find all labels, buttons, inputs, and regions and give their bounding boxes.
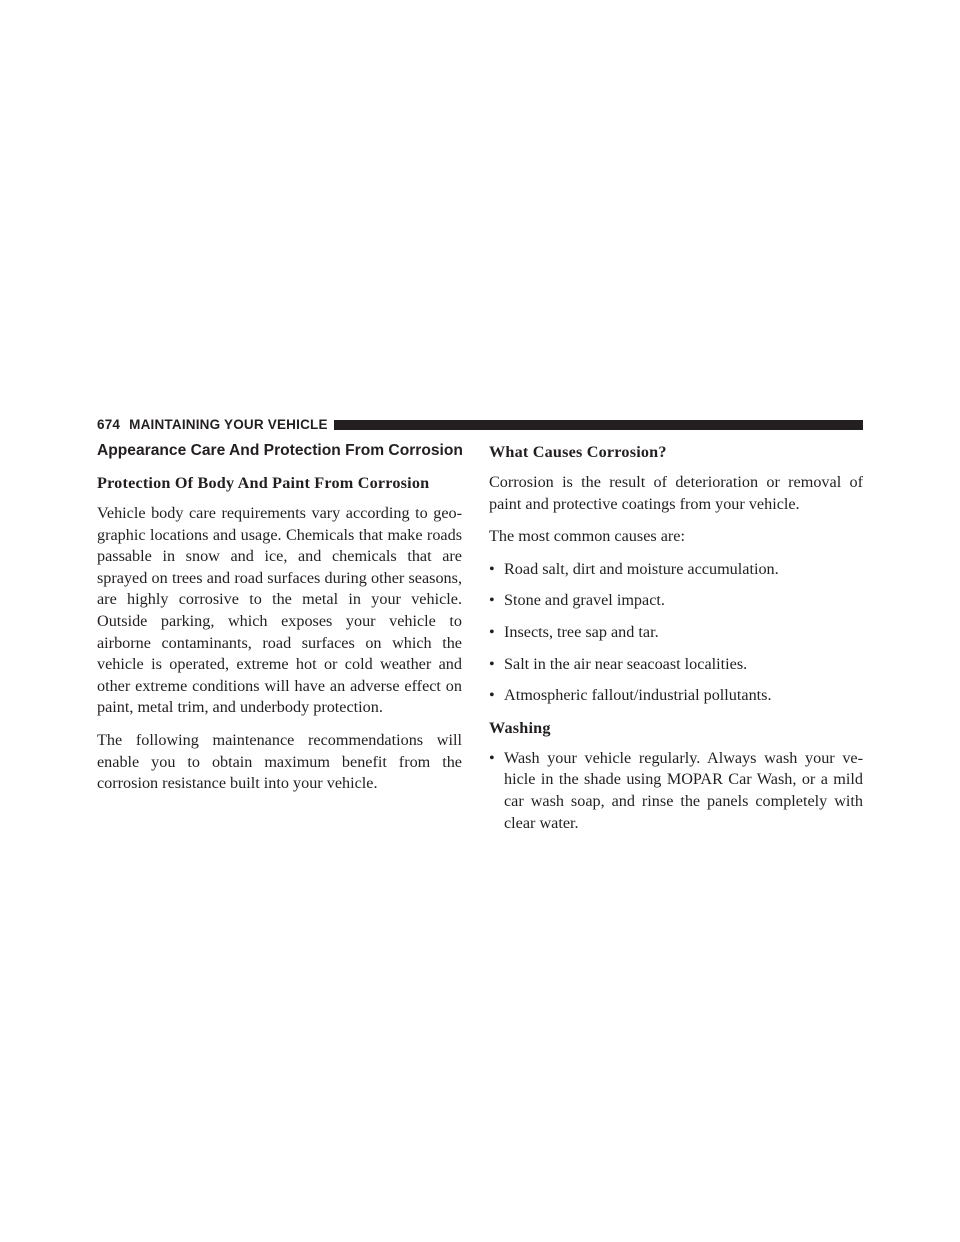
list-item [489,622,863,644]
paragraph-recommendations: The following maintenance recommendations will enable you to obtain maximum benefit from the corrosion resistance built into your vehicle. [97,730,462,793]
left-column [97,440,462,806]
list-item-text: Insects, tree sap and tar. [504,622,659,641]
main-heading: Appearance Care And Protection From Corrosion [97,442,463,459]
list-item-text: Wash your vehicle regularly. Always wash your vehicle in the shade using MOPAR Car Wash, or a mild car wash soap, and rinse the panels completely with clear water. [504,748,863,832]
list-item [489,654,863,676]
page-number: 674 [97,417,121,432]
list-item-text: Salt in the air near seacoast localities. [504,654,748,673]
paragraph-common-causes: The most common causes are: [489,527,685,546]
bullet-icon: • [489,748,495,767]
header-rule [334,420,863,430]
right-column [489,440,863,844]
bullet-icon: • [489,559,495,578]
heading-washing: Washing [489,718,551,737]
list-item [489,748,863,834]
washing-list [489,748,863,834]
section-title: MAINTAINING YOUR VEHICLE [129,417,328,432]
bullet-icon: • [489,686,495,705]
list-item [489,590,863,612]
list-item [489,685,863,707]
bullet-icon: • [489,654,495,673]
list-item-text: Atmospheric fallout/industrial pollutants. [504,686,772,705]
paragraph-corrosion-definition: Corrosion is the result of deterioration or removal of paint and protective coatings from your vehicle. [489,473,863,513]
page-header [97,416,863,433]
list-item [489,559,863,581]
bullet-icon: • [489,622,495,641]
heading-what-causes-corrosion: What Causes Corrosion? [489,443,667,461]
subheading-protection: Protection Of Body And Paint From Corrosion [97,474,430,492]
bullet-icon: • [489,591,495,610]
paragraph-body-care: Vehicle body care requirements vary according to geographic locations and usage. Chemicals that make roads passable in snow and ice, and chemicals that are sprayed on trees and road surfaces during other seasons, are highly corrosive to the metal in your vehicle. Outside parking, which exposes your vehicle to airborne contaminants, road surfaces on which the vehicle is operated, extreme hot or cold weather and other extreme conditions will have an adverse effect on paint, metal trim, and underbody protection. [97,504,462,717]
list-item-text: Stone and gravel impact. [504,591,665,610]
causes-list [489,559,863,707]
list-item-text: Road salt, dirt and moisture accumulation. [504,559,779,578]
